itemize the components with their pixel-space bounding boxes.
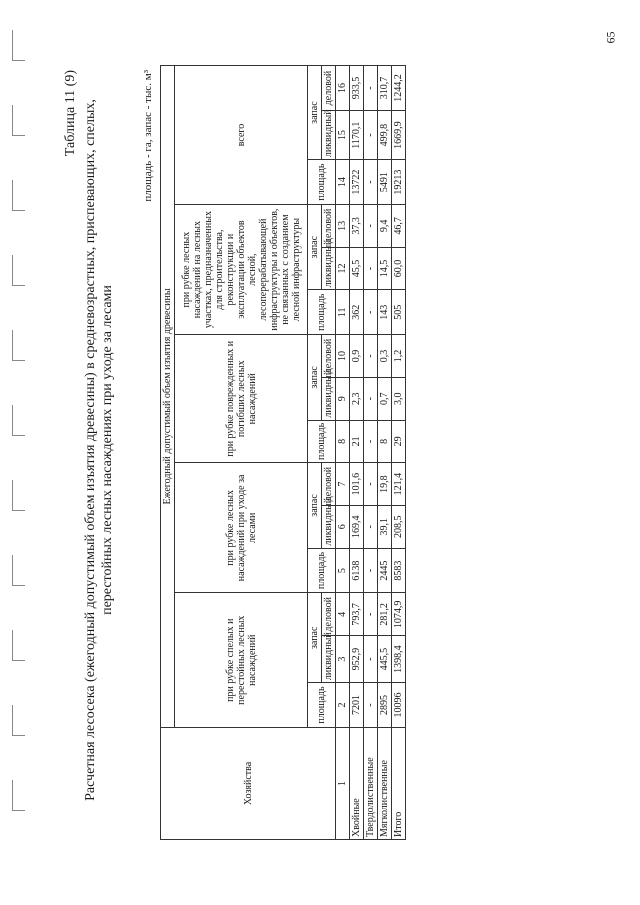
table-cell: 143 bbox=[378, 290, 392, 335]
binder-marks bbox=[12, 30, 32, 850]
row-name: Мягколиственные bbox=[378, 727, 392, 839]
table-cell: 2,3 bbox=[350, 377, 364, 420]
header-area: площадь bbox=[308, 160, 336, 205]
table-title: Расчетная лесосека (ежегодный допустимый объем изъятия древесины) в средневозрастных, приспевающих, спелых, перестойных лесных насаждениях при уходе за лесами bbox=[83, 99, 115, 801]
binder-mark bbox=[12, 780, 25, 811]
table-cell: 21 bbox=[350, 420, 364, 463]
table-cell: 1170,1 bbox=[350, 111, 364, 160]
header-stock: запас bbox=[308, 66, 322, 160]
page-number: 65 bbox=[603, 31, 618, 44]
header-row-1 bbox=[161, 66, 175, 840]
table-cell: 45,5 bbox=[350, 247, 364, 290]
table-cell: 46,7 bbox=[392, 205, 406, 248]
table-cell: - bbox=[364, 683, 378, 728]
table-cell: 499,8 bbox=[378, 111, 392, 160]
rotated-sheet bbox=[60, 40, 590, 860]
header-row-2 bbox=[175, 66, 308, 840]
units-note: площадь - га, запас - тыс. м³ bbox=[142, 70, 154, 202]
header-liquid: ликвидный bbox=[322, 247, 336, 290]
column-number: 3 bbox=[336, 636, 350, 683]
table-cell: - bbox=[364, 66, 378, 111]
table-row-hardwood bbox=[364, 66, 378, 840]
table-cell: 505 bbox=[392, 290, 406, 335]
column-number: 14 bbox=[336, 160, 350, 205]
header-group-damaged: при рубке поврежденных и погибших лесных насаждений bbox=[175, 335, 308, 463]
table-cell: 3,0 bbox=[392, 377, 406, 420]
header-group-care: при рубке лесных насаждений при уходе за лесами bbox=[175, 463, 308, 593]
binder-mark bbox=[12, 705, 25, 736]
column-number: 8 bbox=[336, 420, 350, 463]
table-cell: 952,9 bbox=[350, 636, 364, 683]
header-row-3 bbox=[308, 66, 322, 840]
table-cell: 10096 bbox=[392, 683, 406, 728]
table-cell: 1,2 bbox=[392, 335, 406, 378]
column-number: 5 bbox=[336, 548, 350, 593]
table-cell: - bbox=[364, 160, 378, 205]
header-business: деловой bbox=[322, 593, 336, 636]
table-cell: - bbox=[364, 636, 378, 683]
table-cell: 8 bbox=[378, 420, 392, 463]
binder-mark bbox=[12, 180, 25, 211]
header-stock: запас bbox=[308, 205, 322, 290]
header-business: деловой bbox=[322, 463, 336, 506]
header-business: деловой bbox=[322, 335, 336, 378]
header-farm: Хозяйства bbox=[161, 727, 336, 839]
table-cell: 445,5 bbox=[378, 636, 392, 683]
column-number: 13 bbox=[336, 205, 350, 248]
header-stock: запас bbox=[308, 463, 322, 548]
table-cell: 7201 bbox=[350, 683, 364, 728]
table-cell: 19213 bbox=[392, 160, 406, 205]
table-label: Таблица 11 (9) bbox=[63, 70, 78, 157]
binder-mark bbox=[12, 105, 25, 136]
binder-mark bbox=[12, 30, 25, 61]
table-cell: 0,7 bbox=[378, 377, 392, 420]
table-cell: - bbox=[364, 505, 378, 548]
column-number: 2 bbox=[336, 683, 350, 728]
header-liquid: ликвидный bbox=[322, 636, 336, 683]
table-cell: 19,8 bbox=[378, 463, 392, 506]
header-area: площадь bbox=[308, 290, 336, 335]
column-number-row bbox=[336, 66, 350, 840]
table-cell: - bbox=[364, 463, 378, 506]
column-number: 1 bbox=[336, 727, 350, 839]
header-liquid: ликвидный bbox=[322, 377, 336, 420]
table-cell: 933,5 bbox=[350, 66, 364, 111]
table-cell: - bbox=[364, 247, 378, 290]
header-group-mature: при рубке спелых и перестойных лесных насаждений bbox=[175, 593, 308, 727]
table-row-softwood bbox=[378, 66, 392, 840]
table-cell: 13722 bbox=[350, 160, 364, 205]
table-cell: 101,6 bbox=[350, 463, 364, 506]
table-cell: - bbox=[364, 548, 378, 593]
column-number: 15 bbox=[336, 111, 350, 160]
table-row-conifer bbox=[350, 66, 364, 840]
table-cell: 0,3 bbox=[378, 335, 392, 378]
header-annual: Ежегодный допустимый объем изъятия древесины bbox=[161, 66, 175, 728]
header-stock: запас bbox=[308, 335, 322, 420]
cutting-area-table bbox=[160, 65, 406, 840]
table-cell: 1398,4 bbox=[392, 636, 406, 683]
table-cell: 362 bbox=[350, 290, 364, 335]
binder-mark bbox=[12, 405, 25, 436]
header-area: площадь bbox=[308, 548, 336, 593]
header-area: площадь bbox=[308, 420, 336, 463]
table-cell: 2445 bbox=[378, 548, 392, 593]
table-cell: 60,0 bbox=[392, 247, 406, 290]
table-cell: 169,4 bbox=[350, 505, 364, 548]
table-cell: 310,7 bbox=[378, 66, 392, 111]
header-group-total: всего bbox=[175, 66, 308, 205]
header-stock: запас bbox=[308, 593, 322, 683]
table-cell: 121,4 bbox=[392, 463, 406, 506]
binder-mark bbox=[12, 555, 25, 586]
column-number: 10 bbox=[336, 335, 350, 378]
header-business: деловой bbox=[322, 205, 336, 248]
table-cell: 208,5 bbox=[392, 505, 406, 548]
table-cell: 29 bbox=[392, 420, 406, 463]
column-number: 6 bbox=[336, 505, 350, 548]
column-number: 7 bbox=[336, 463, 350, 506]
table-cell: 1669,9 bbox=[392, 111, 406, 160]
column-number: 9 bbox=[336, 377, 350, 420]
table-cell: - bbox=[364, 377, 378, 420]
header-liquid: ликвидный bbox=[322, 505, 336, 548]
column-number: 16 bbox=[336, 66, 350, 111]
table-cell: 0,9 bbox=[350, 335, 364, 378]
table-cell: 5491 bbox=[378, 160, 392, 205]
binder-mark bbox=[12, 255, 25, 286]
table-cell: 793,7 bbox=[350, 593, 364, 636]
table-cell: - bbox=[364, 335, 378, 378]
table-cell: - bbox=[364, 593, 378, 636]
column-number: 12 bbox=[336, 247, 350, 290]
table-cell: - bbox=[364, 290, 378, 335]
table-cell: 14,5 bbox=[378, 247, 392, 290]
header-business: деловой bbox=[322, 66, 336, 111]
header-group-infrastructure: при рубке лесных насаждений на лесных участках, предназначенных для строительства, реконструкции и эксплуатации объектов лесной, лесоперерабатывающей инфраструктуры и объектов, не связанных с созданием лесной инфраструктуры bbox=[175, 205, 308, 335]
table-cell: 1074,9 bbox=[392, 593, 406, 636]
table-cell: 39,1 bbox=[378, 505, 392, 548]
column-number: 4 bbox=[336, 593, 350, 636]
table-cell: 6138 bbox=[350, 548, 364, 593]
table-cell: - bbox=[364, 205, 378, 248]
table-cell: - bbox=[364, 420, 378, 463]
table-cell: 1244,2 bbox=[392, 66, 406, 111]
row-name: Хвойные bbox=[350, 727, 364, 839]
row-name: Твердолиственные bbox=[364, 727, 378, 839]
table-cell: - bbox=[364, 111, 378, 160]
column-number: 11 bbox=[336, 290, 350, 335]
table-cell: 2895 bbox=[378, 683, 392, 728]
table-cell: 281,2 bbox=[378, 593, 392, 636]
table-cell: 8583 bbox=[392, 548, 406, 593]
binder-mark bbox=[12, 330, 25, 361]
table-row-total bbox=[392, 66, 406, 840]
binder-mark bbox=[12, 480, 25, 511]
header-liquid: ликвидный bbox=[322, 111, 336, 160]
header-area: площадь bbox=[308, 683, 336, 728]
binder-mark bbox=[12, 630, 25, 661]
row-name: Итого bbox=[392, 727, 406, 839]
table-cell: 37,3 bbox=[350, 205, 364, 248]
table-cell: 9,4 bbox=[378, 205, 392, 248]
